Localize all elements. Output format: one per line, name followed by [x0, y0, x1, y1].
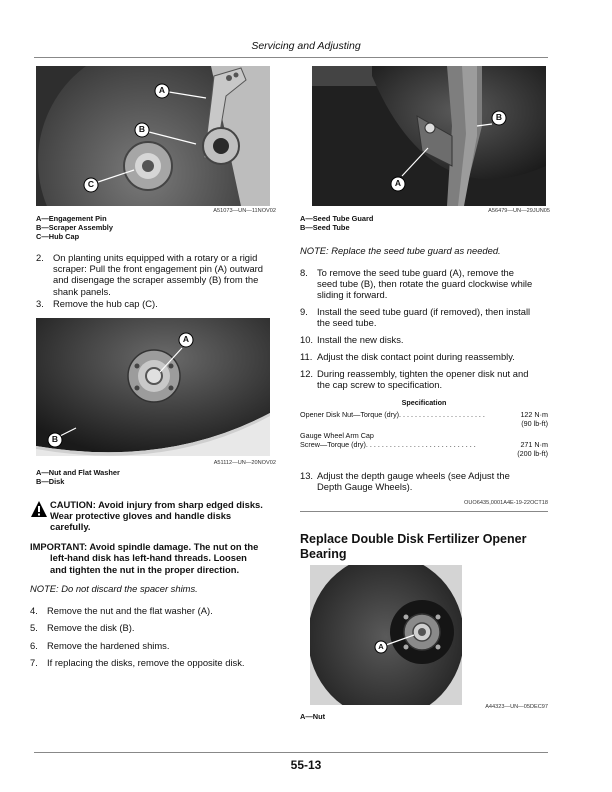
spec-heading: Specification — [401, 398, 447, 407]
spec-value-imperial: (90 lb-ft) — [521, 419, 548, 428]
step-text: Remove the hub cap (C). — [53, 298, 158, 309]
spec-label: Screw—Torque (dry). . . . . . . . . . . . . . . . . . . . . . . . . . . . — [300, 440, 476, 449]
step-line: seed tube (B), then rotate the guard clockwise while — [317, 278, 533, 290]
step-number: 6. — [30, 640, 38, 651]
step-3 — [36, 298, 276, 310]
callout-a: A — [158, 85, 166, 95]
step-text: If replacing the disks, remove the opposite disk. — [47, 657, 245, 668]
step-line: Install the seed tube guard (if removed), then install — [317, 306, 531, 317]
step-8 — [300, 267, 550, 303]
step-text — [317, 368, 550, 390]
step-text — [317, 267, 550, 301]
heading-line: Replace Double Disk Fertilizer Opener — [300, 532, 527, 546]
step-text — [317, 470, 550, 492]
header-rule — [34, 57, 548, 58]
step-number: 3. — [36, 298, 44, 309]
step-number: 9. — [300, 306, 308, 317]
figure-scraper-assembly — [36, 66, 270, 206]
important-text — [30, 541, 280, 575]
spec-row-gauge-wheel — [300, 431, 548, 461]
heading-line: Bearing — [300, 546, 347, 561]
step-2 — [36, 252, 276, 300]
step-11 — [300, 351, 550, 363]
section-rule — [300, 511, 548, 512]
figure-id: A44323—UN—05DEC97 — [485, 704, 548, 710]
step-10 — [300, 334, 550, 346]
callout-b: B — [138, 124, 146, 134]
warning-icon — [30, 500, 48, 518]
step-7 — [30, 657, 280, 669]
step-text — [53, 252, 276, 297]
caution-text — [50, 499, 278, 533]
figure-caption-list — [36, 468, 270, 486]
step-number: 2. — [36, 252, 44, 263]
step-text: Remove the hardened shims. — [47, 640, 170, 651]
step-text: Adjust the disk contact point during reassembly. — [317, 351, 515, 362]
caption-b: B—Seed Tube — [300, 223, 350, 233]
step-line: Adjust the depth gauge wheels (see Adjust the — [317, 470, 510, 481]
figure-caption-list — [300, 214, 540, 232]
caution-line: carefully. — [50, 521, 91, 533]
caption-c: C—Hub Cap — [36, 232, 80, 242]
step-5 — [30, 622, 280, 634]
figure-nut-and-disk — [36, 318, 270, 456]
callout-a: A — [378, 642, 384, 651]
note-shims: NOTE: Do not discard the spacer shims. — [30, 583, 198, 594]
step-line: the seed tube. — [317, 317, 377, 329]
caption-b: B—Disk — [36, 477, 65, 487]
reference-id: OUO6435,0001A4E-19-22OCT18 — [464, 500, 548, 506]
step-text — [317, 306, 550, 328]
caption-a: A—Engagement Pin — [36, 214, 107, 223]
step-number: 7. — [30, 657, 38, 668]
step-text: Install the new disks. — [317, 334, 404, 345]
note-replace-guard: NOTE: Replace the seed tube guard as needed. — [300, 245, 501, 256]
caption-b: B—Scraper Assembly — [36, 223, 113, 233]
important-line: and tighten the nut in the proper direction. — [50, 563, 240, 575]
step-number: 10. — [300, 334, 314, 345]
step-number: 12. — [300, 368, 314, 379]
step-number: 8. — [300, 267, 308, 278]
step-line: On planting units equipped with a rotary or a rigid — [53, 252, 258, 263]
caution-line: CAUTION: Avoid injury from sharp edged disks. — [50, 499, 263, 510]
spec-label: Opener Disk Nut—Torque (dry). . . . . . . . . . . . . . . . . . . . . . — [300, 410, 485, 419]
figure-caption-list — [300, 712, 500, 721]
spec-value: 122 N·m — [520, 410, 548, 419]
figure-seed-tube-guard — [312, 66, 546, 206]
step-number: 13. — [300, 470, 314, 481]
step-number: 4. — [30, 605, 38, 616]
callout-a: A — [394, 178, 402, 188]
important-line: IMPORTANT: Avoid spindle damage. The nut on the — [30, 541, 259, 552]
caution-line: Wear protective gloves and handle disks — [50, 510, 232, 522]
callout-b: B — [495, 112, 503, 122]
callout-a: A — [182, 334, 190, 344]
figure-id: A56479—UN—29JUN05 — [488, 208, 550, 214]
step-text: Remove the disk (B). — [47, 622, 135, 633]
step-13 — [300, 470, 550, 494]
step-line: During reassembly, tighten the opener disk nut and — [317, 368, 529, 379]
step-4 — [30, 605, 280, 617]
spec-row-opener-nut — [300, 410, 548, 430]
figure-fertilizer-opener-bearing — [310, 565, 462, 705]
step-number: 11. — [300, 351, 313, 362]
step-line: the cap screw to specification. — [317, 379, 443, 391]
step-line: scraper: Pull the front engagement pin (A) outward — [53, 263, 264, 275]
figure-id: A51112—UN—20NOV02 — [213, 460, 276, 466]
page-number: 55-13 — [290, 758, 322, 772]
step-12 — [300, 368, 550, 392]
step-number: 5. — [30, 622, 38, 633]
section-heading — [300, 532, 550, 561]
spec-value-imperial: (200 lb-ft) — [517, 449, 548, 458]
caption-a: A—Seed Tube Guard — [300, 214, 374, 223]
footer-rule — [34, 752, 548, 753]
caption-a: A—Nut — [300, 712, 326, 721]
spec-label-line: Gauge Wheel Arm Cap — [300, 431, 374, 440]
caption-a: A—Nut and Flat Washer — [36, 468, 120, 477]
callout-b: B — [51, 434, 59, 444]
step-line: and disengage the scraper assembly (B) from the — [53, 274, 259, 286]
step-6 — [30, 640, 280, 652]
step-line: Depth Gauge Wheels). — [317, 481, 413, 493]
callout-c: C — [87, 179, 95, 189]
step-text: Remove the nut and the flat washer (A). — [47, 605, 213, 616]
step-9 — [300, 306, 550, 330]
running-header: Servicing and Adjusting — [251, 40, 361, 52]
figure-caption-list — [36, 214, 270, 242]
spec-value: 271 N·m — [520, 440, 548, 449]
step-line: shank panels. — [53, 285, 111, 297]
step-line: sliding it forward. — [317, 289, 388, 301]
figure-id: A51073—UN—11NOV02 — [213, 208, 276, 214]
important-line: left-hand disk has left-hand threads. Loosen — [50, 552, 247, 564]
step-line: To remove the seed tube guard (A), remove the — [317, 267, 514, 278]
